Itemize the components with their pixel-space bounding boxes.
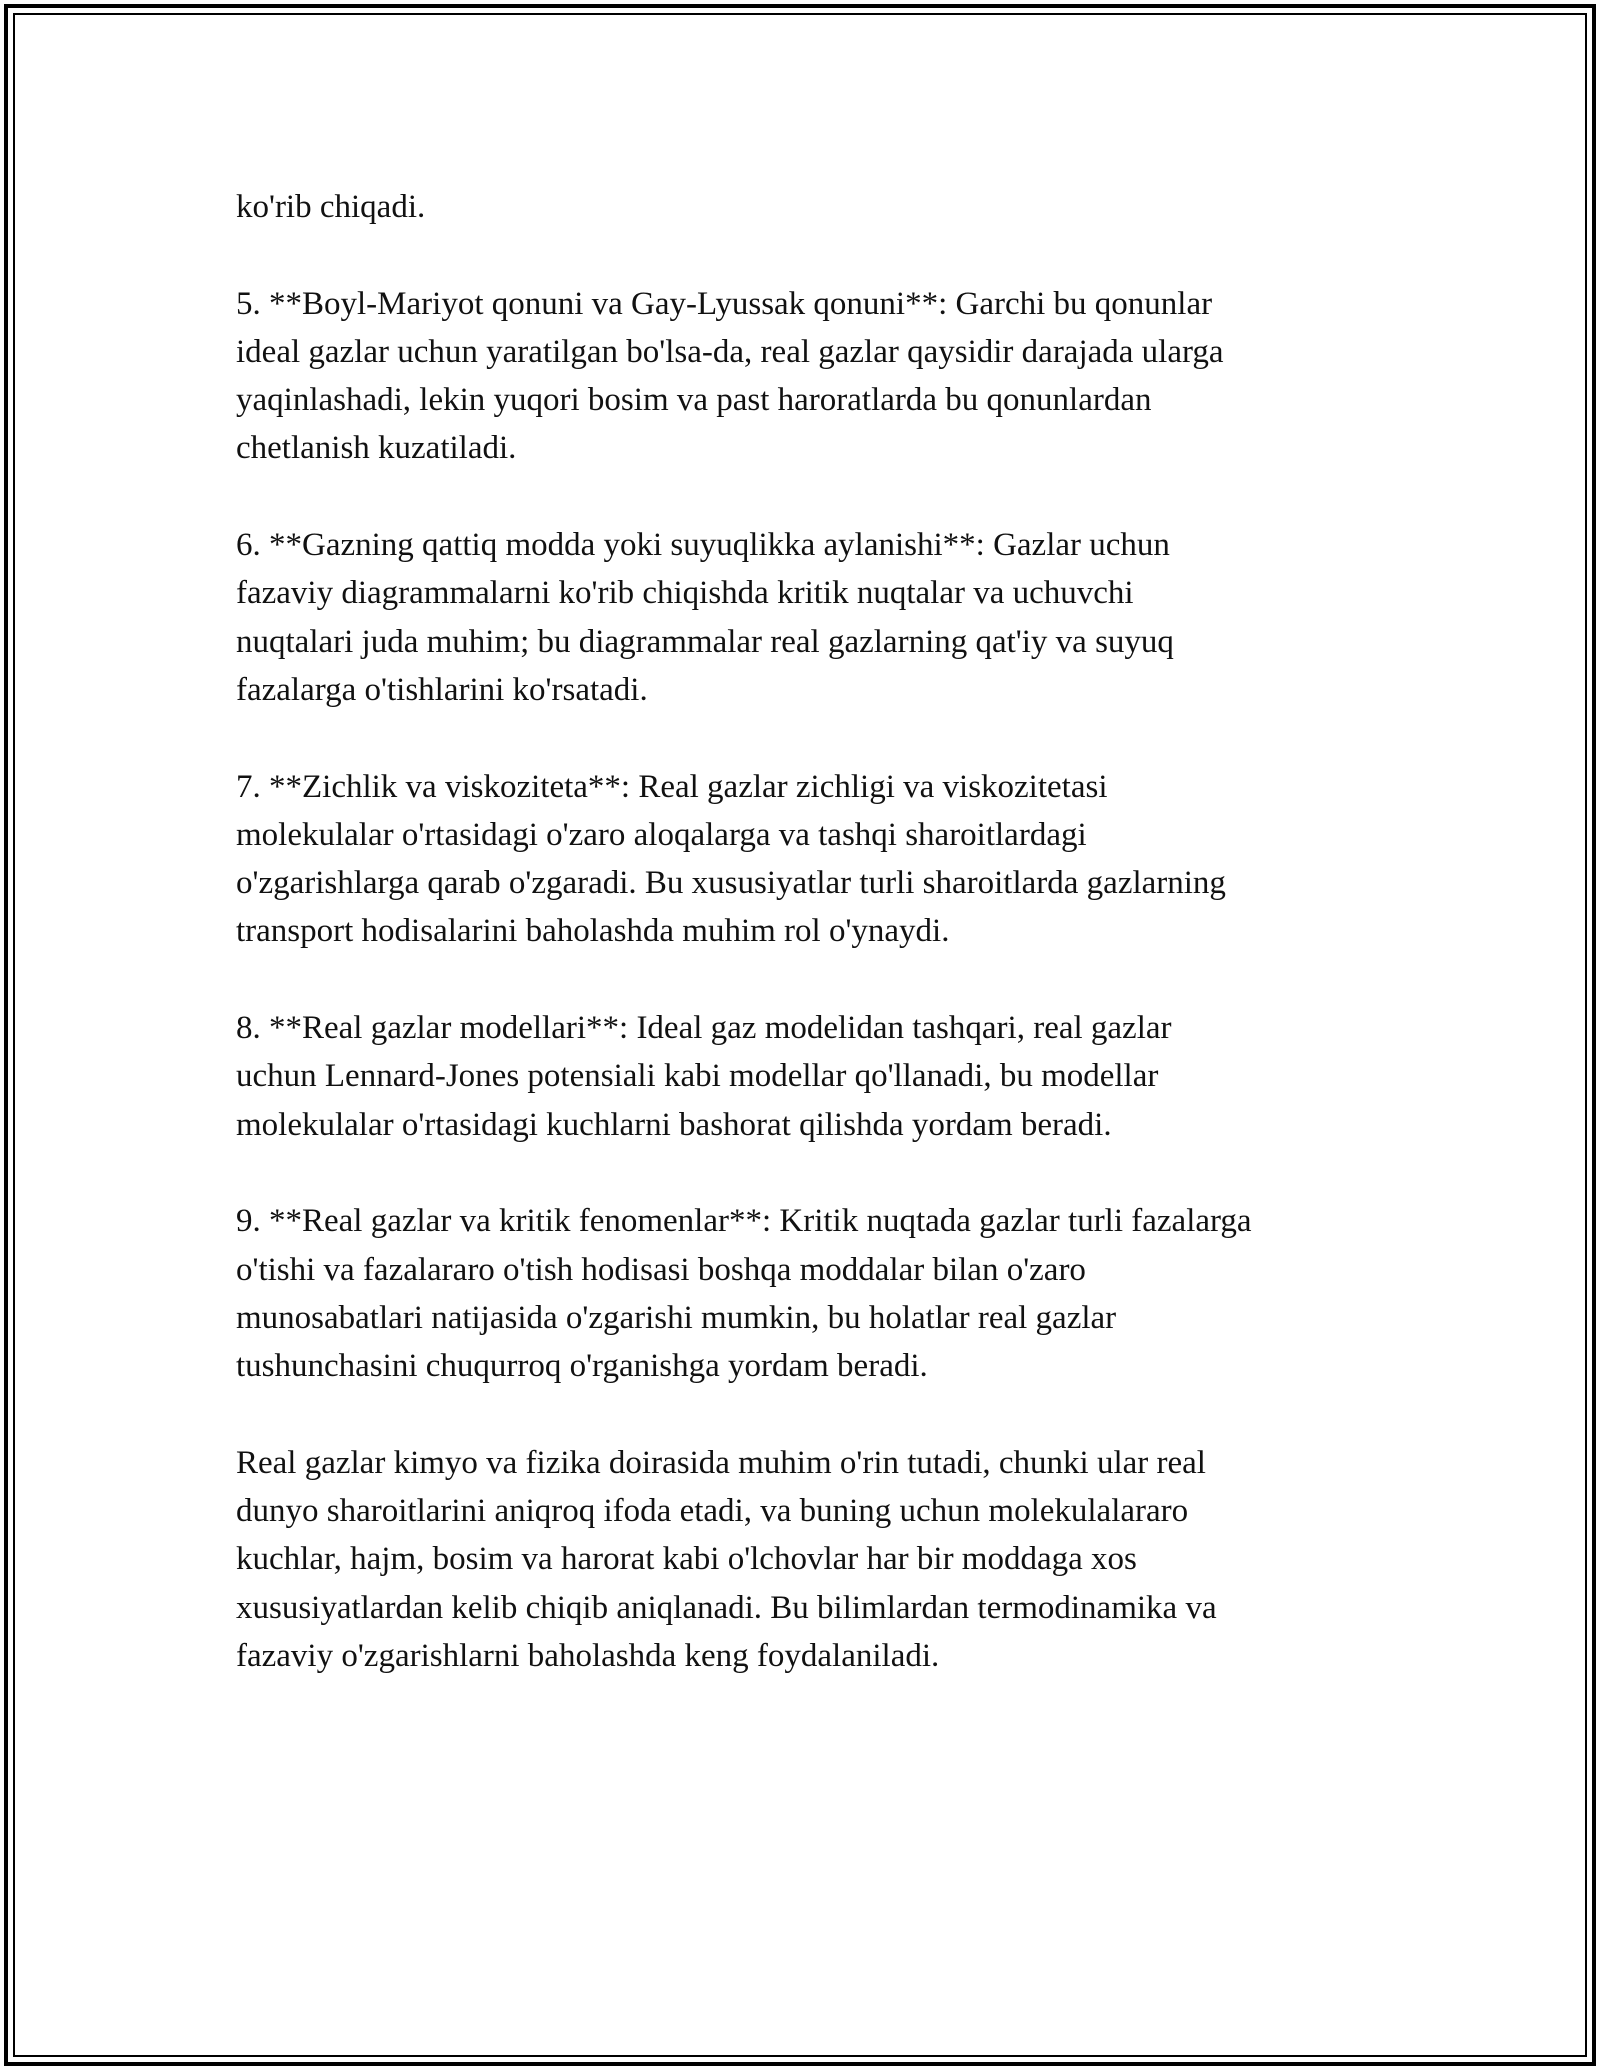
paragraph-item-6: 6. **Gazning qattiq modda yoki suyuqlikka aylanishi**: Gazlar uchun fazaviy diagrammalarni ko'rib chiqishda kritik nuqtalar va uchuvchi nuqtalari juda muhim; bu diagrammalar real gazlarning qat'iy va suyuq fazalarga o'tishlarini ko'rsatadi. bbox=[236, 527, 1174, 708]
paragraph-conclusion: Real gazlar kimyo va fizika doirasida muhim o'rin tutadi, chunki ular real dunyo sharoitlarini aniqroq ifoda etadi, va buning uchun molekulalararo kuchlar, hajm, bosim va harorat kabi o'lchovlar har bir moddaga xos xususiyatlardan kelib chiqib aniqlanadi. Bu bilimlardan termodinamika va fazaviy o'zgarishlarni baholashda keng foydalaniladi. bbox=[236, 1444, 1217, 1674]
paragraph-item-5: 5. **Boyl-Mariyot qonuni va Gay-Lyussak qonuni**: Garchi bu qonunlar ideal gazlar uchun yaratilgan bo'lsa-da, real gazlar qaysidir darajada ularga yaqinlashadi, lekin yuqori bosim va past haroratlarda bu qonunlardan chetlanish kuzatiladi. bbox=[236, 285, 1224, 467]
paragraph-continuation: ko'rib chiqadi. bbox=[236, 189, 426, 225]
paragraph-item-8: 8. **Real gazlar modellari**: Ideal gaz modelidan tashqari, real gazlar uchun Lennard-Jones potensiali kabi modellar qo'llanadi, bu modellar molekulalar o'rtasidagi kuchlarni bashorat qilishda yordam beradi. bbox=[236, 1010, 1172, 1143]
paragraph-item-9: 9. **Real gazlar va kritik fenomenlar**: Kritik nuqtada gazlar turli fazalarga o'tishi va fazalararo o'tish hodisasi boshqa moddalar bilan o'zaro munosabatlari natijasida o'zgarishi mumkin, bu holatlar real gazlar tushunchasini chuqurroq o'rganishga yordam beradi. bbox=[236, 1203, 1252, 1385]
paragraph-item-7: 7. **Zichlik va viskoziteta**: Real gazlar zichligi va viskozitetasi molekulalar o'rtasidagi o'zaro aloqalarga va tashqi sharoitlardagi o'zgarishlarga qarab o'zgaradi. Bu xususiyatlar turli sharoitlarda gazlarning transport hodisalarini baholashda muhim rol o'ynaydi. bbox=[236, 768, 1226, 950]
document-body bbox=[236, 183, 1386, 1729]
